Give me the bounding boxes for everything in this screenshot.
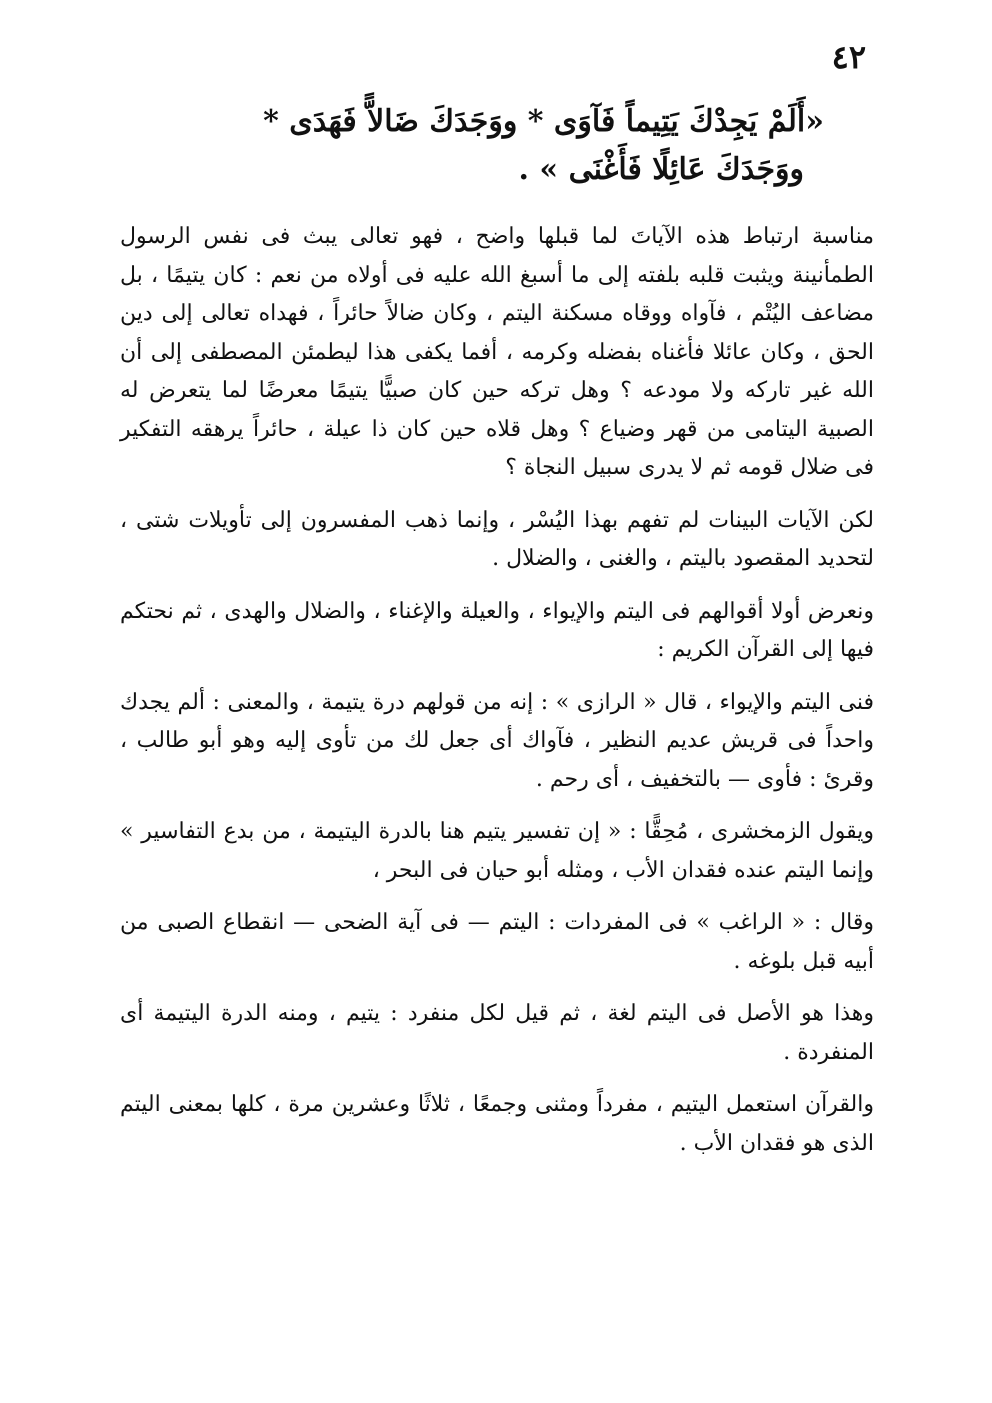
- paragraph-3: ونعرض أولا أقوالهم فى اليتم والإيواء ، والعيلة والإغناء ، والضلال والهدى ، ثم نحتكم فيها إلى القرآن الكريم :: [120, 598, 874, 662]
- paragraph-7: وهذا هو الأصل فى اليتم لغة ، ثم قيل لكل منفرد : يتيم ، ومنه الدرة اليتيمة أى المنفردة .: [120, 1001, 874, 1065]
- paragraph-1: مناسبة ارتباط هذه الآياتَ لما قبلها واضح ، فهو تعالى يبث فى نفس الرسول الطمأنينة ويثبت قلبه بلفته إلى ما أسبغ الله عليه فى أولاه من نعم : كان يتيمًا ، بل مضاعف اليُتْم ، فآواه ووقاه مسكنة اليتم ، وكان ضالاً حائراً ، فهداه تعالى إلى دين الحق ، وكان عائلا فأغناه بفضله وكرمه ، أفما يكفى هذا ليطمئن المصطفى إلى أن الله غير تاركه ولا مودعه ؟ وهل تركه حين كان صبيًّا يتيمًا معرضًا لما يتعرض له الصبية اليتامى من قهر وضياع ؟ وهل قلاه حين كان ذا عيلة ، حائراً يرهقه التفكير فى ضلال قومه ثم لا يدرى سبيل النجاة ؟: [120, 224, 874, 480]
- document-page: [120, 30, 874, 1383]
- paragraph-2: لكن الآيات البينات لم تفهم بهذا اليُسْر ، وإنما ذهب المفسرون إلى تأويلات شتى ، لتحديد المقصود باليتم ، والغنى ، والضلال .: [120, 507, 874, 571]
- paragraph-4: فنى اليتم والإيواء ، قال « الرازى » : إنه من قولهم درة يتيمة ، والمعنى : ألم يجدك واحداً فى قريش عديم النظير ، فآواك أى جعل لك من تأوى إليه وهو أبو طالب ، وقرئ : فأوى — بالتخفيف ، أى رحم .: [120, 689, 874, 792]
- verse-line-1: «أَلَمْ يَجِدْكَ يَتِيماً فَآوَى * ووَجَدَكَ ضَالاًّ فَهَدَى *: [263, 104, 824, 139]
- body-text: [120, 218, 874, 1163]
- paragraph-8: والقرآن استعمل اليتيم ، مفرداً ومثنى وجمعًا ، ثلاثًا وعشرين مرة ، كلها بمعنى اليتم الذى هو فقدان الأب .: [120, 1092, 874, 1156]
- quran-verse: [120, 98, 824, 194]
- paragraph-5: ويقول الزمخشرى ، مُحِقًّا : « إن تفسير يتيم هنا بالدرة اليتيمة ، من بدع التفاسير » وإنما اليتم عنده فقدان الأب ، ومثله أبو حيان فى البحر ،: [120, 819, 874, 883]
- verse-line-2: ووَجَدَكَ عَائِلًا فَأَغْنَى » .: [518, 152, 804, 187]
- paragraph-6: وقال : « الراغب » فى المفردات : اليتم — فى آية الضحى — انقطاع الصبى من أبيه قبل بلوغه .: [120, 910, 874, 974]
- page-number: ٤٢: [831, 38, 866, 76]
